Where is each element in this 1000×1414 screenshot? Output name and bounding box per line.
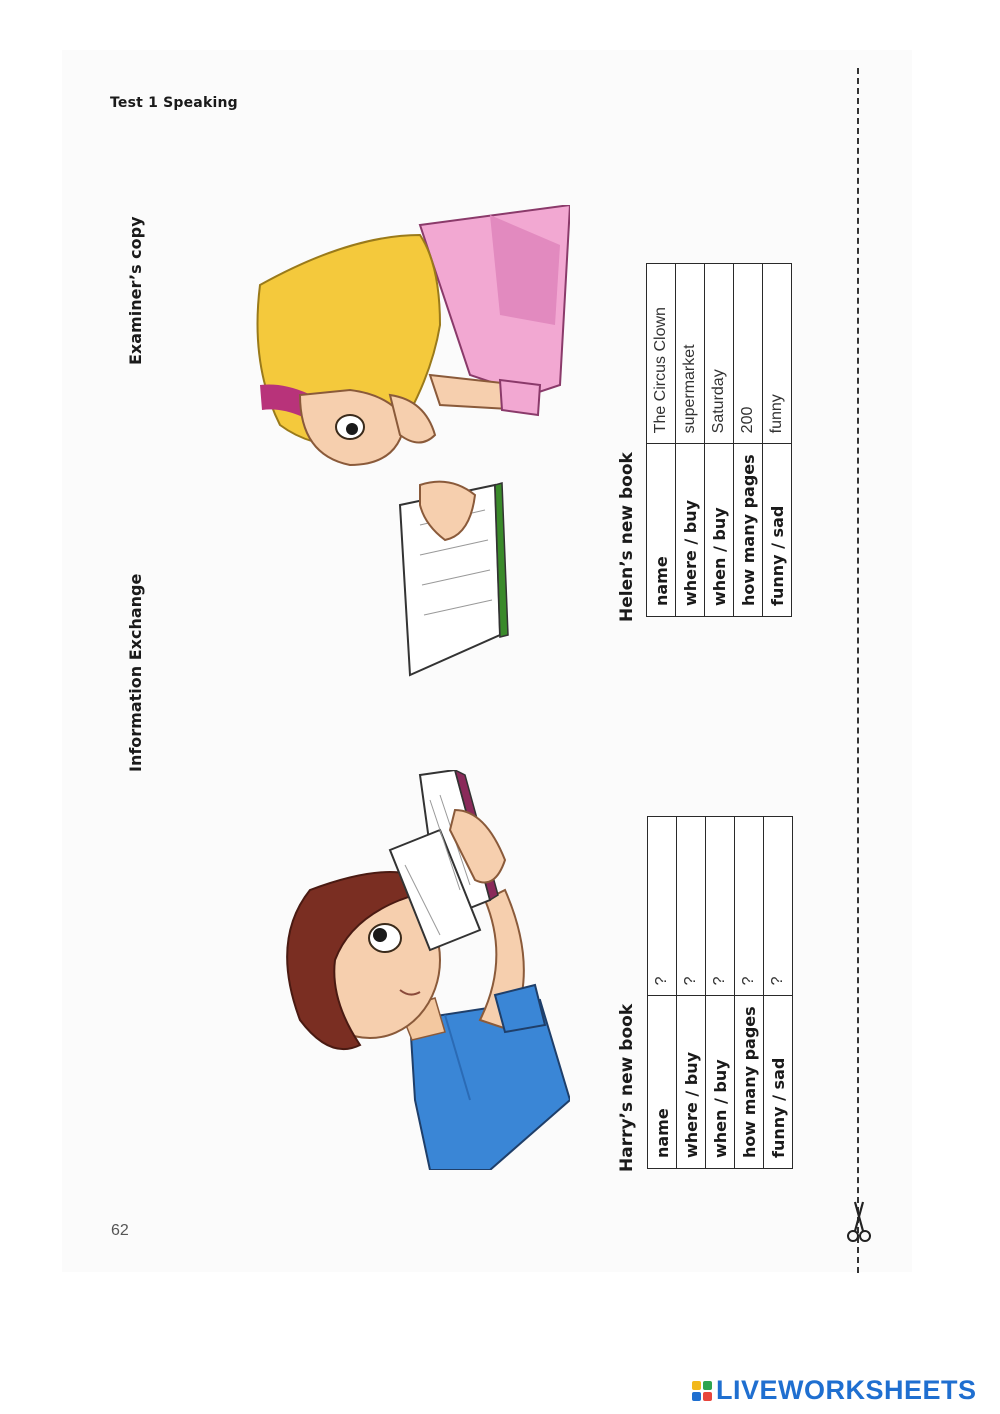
page-number: 62 — [111, 1222, 129, 1239]
table-row — [763, 264, 792, 617]
table-row — [735, 817, 764, 1169]
harry-table — [647, 816, 793, 1169]
header-label: Test 1 Speaking — [110, 95, 238, 111]
harry-table-title: Harry’s new book — [617, 1003, 637, 1172]
table-row — [677, 817, 706, 1169]
row-label: when / buy — [706, 996, 735, 1169]
row-value[interactable]: ? — [764, 817, 793, 996]
helen-table-title: Helen’s new book — [617, 452, 637, 622]
cut-line — [857, 68, 859, 1273]
row-value: supermarket — [676, 264, 705, 444]
girl-reading-illustration — [240, 205, 570, 685]
brand-name: LIVEWORKSHEETS — [716, 1375, 977, 1405]
helen-table — [646, 263, 792, 617]
row-value: funny — [763, 264, 792, 444]
row-value[interactable]: ? — [735, 817, 764, 996]
row-label: where / buy — [677, 996, 706, 1169]
row-label: funny / sad — [763, 444, 792, 617]
row-value: 200 — [734, 264, 763, 444]
table-row — [734, 264, 763, 617]
row-value[interactable]: ? — [706, 817, 735, 996]
row-label: how many pages — [735, 996, 764, 1169]
harry-table-wrap — [647, 816, 793, 1169]
row-value[interactable]: ? — [677, 817, 706, 996]
table-row — [647, 264, 676, 617]
copy-label: Examiner’s copy — [126, 216, 145, 365]
section-title: Information Exchange — [126, 573, 145, 772]
row-value[interactable]: ? — [648, 817, 677, 996]
row-label: name — [648, 996, 677, 1169]
row-label: funny / sad — [764, 996, 793, 1169]
logo-icon — [692, 1381, 712, 1401]
row-value: The Circus Clown — [647, 264, 676, 444]
scissors-icon — [846, 1198, 872, 1244]
table-row — [705, 264, 734, 617]
boy-reading-illustration — [240, 770, 570, 1170]
row-value: Saturday — [705, 264, 734, 444]
helen-table-wrap — [646, 263, 792, 617]
table-row — [676, 264, 705, 617]
table-row — [706, 817, 735, 1169]
liveworksheets-logo[interactable] — [692, 1375, 977, 1406]
row-label: name — [647, 444, 676, 617]
row-label: when / buy — [705, 444, 734, 617]
table-row — [764, 817, 793, 1169]
row-label: where / buy — [676, 444, 705, 617]
table-row — [648, 817, 677, 1169]
row-label: how many pages — [734, 444, 763, 617]
